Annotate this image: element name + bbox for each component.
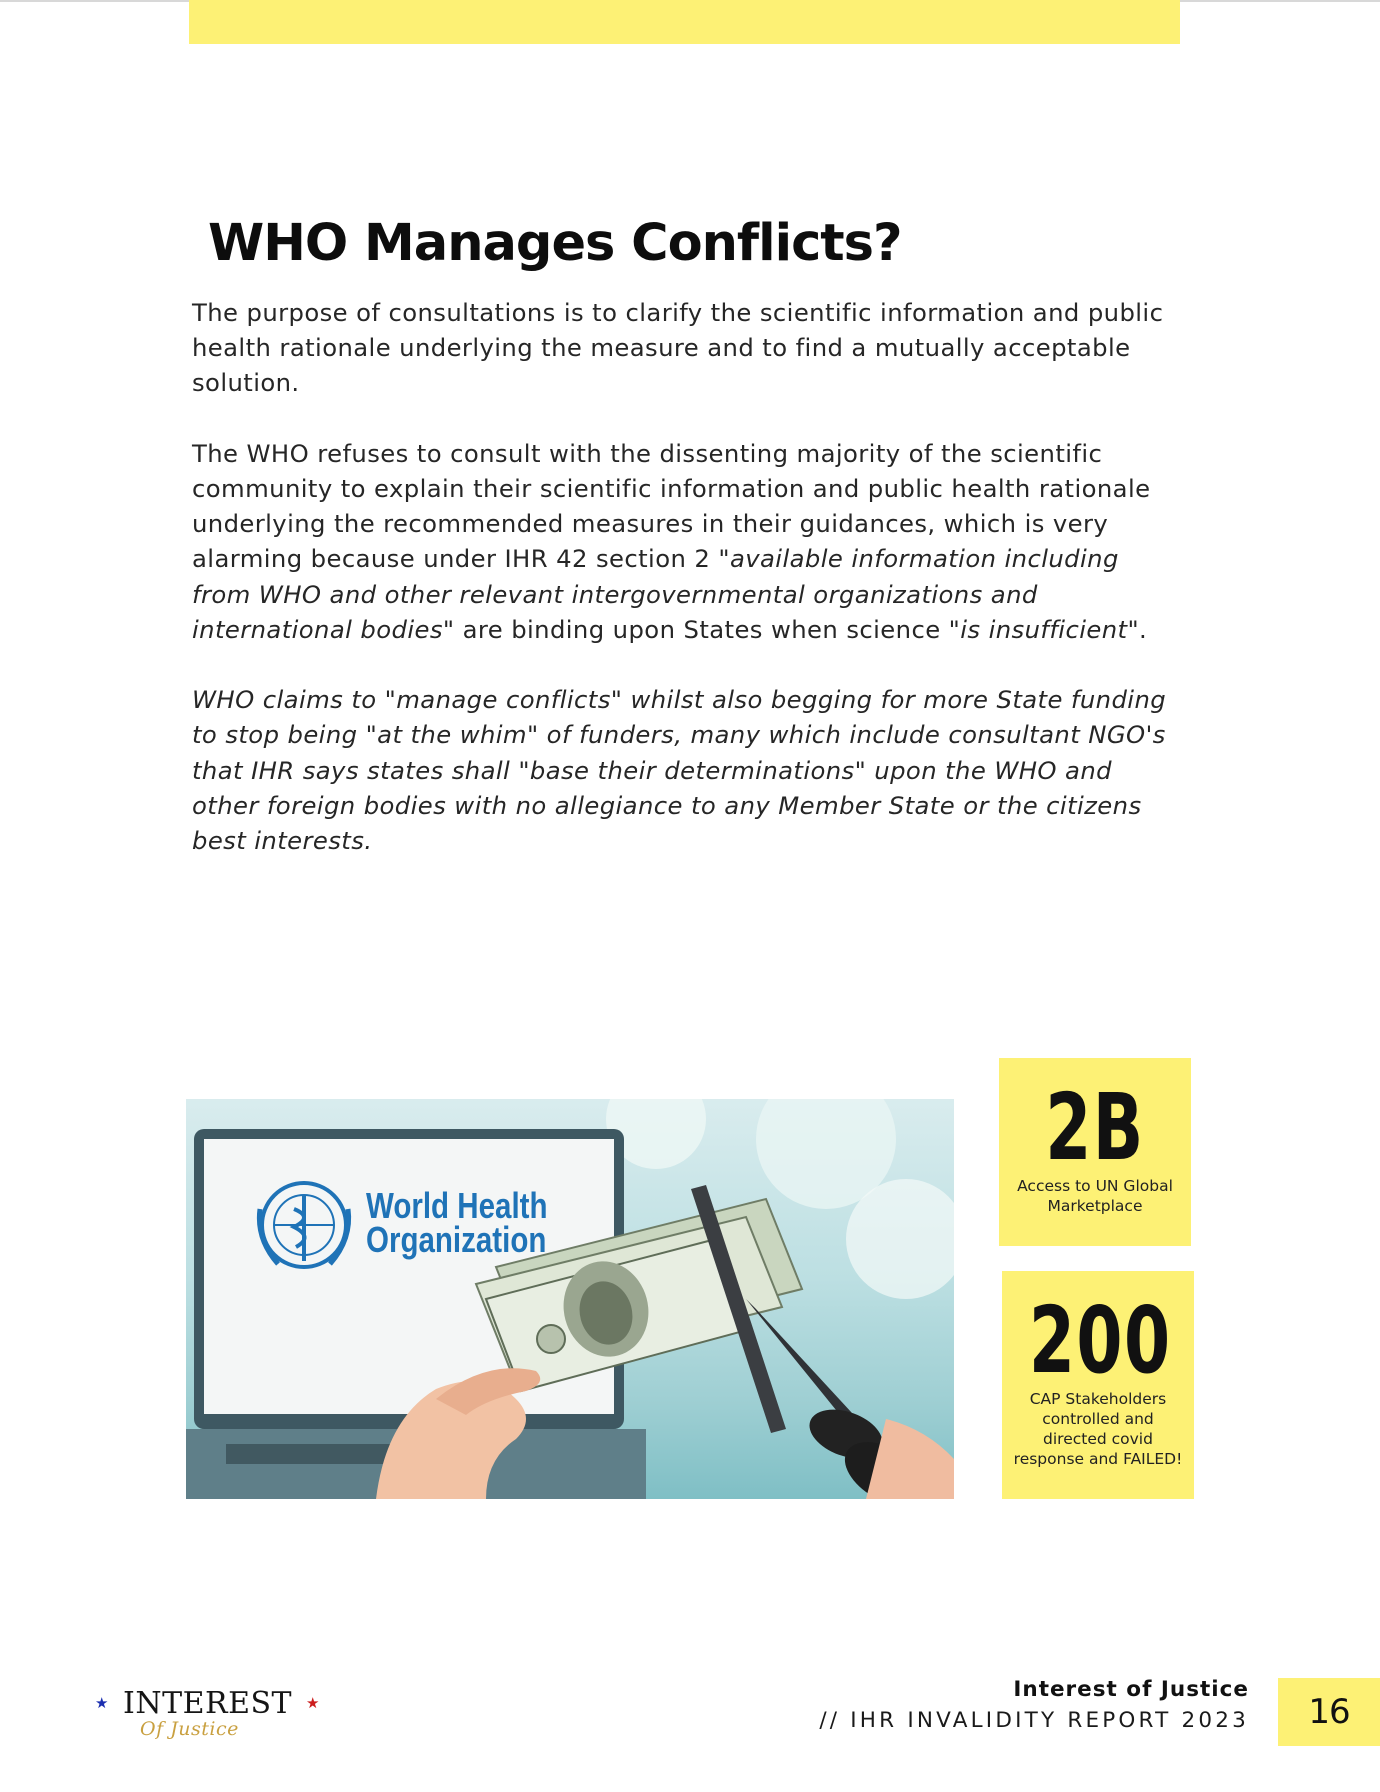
- who-funding-photo: [186, 1099, 954, 1499]
- stat-caption: Access to UN Global Marketplace: [1017, 1177, 1173, 1215]
- paragraph-text: ".: [1127, 614, 1148, 644]
- paragraph-who-refuses: [192, 436, 1182, 647]
- paragraph-text: " are binding upon States when science ": [442, 614, 961, 644]
- stat-value: 200: [1028, 1287, 1172, 1394]
- who-logo-text: [366, 1185, 548, 1260]
- header-band: [189, 0, 1180, 44]
- footer-title: Interest of Justice: [1013, 1677, 1249, 1702]
- logo-script: Of Justice: [140, 1718, 239, 1740]
- italic-paragraph: WHO claims to "manage conflicts" whilst also begging for more State funding to stop being "at the whim" of funders, many which include consultant NGO's that IHR says states shall "base their determinations" upon the WHO and other foreign bodies with no allegiance to any Member State or the citizens best interests.: [192, 685, 1167, 856]
- photo-illustration: [186, 1099, 954, 1499]
- paragraph-manage-conflicts: [192, 682, 1182, 858]
- footer-subtitle: // IHR INVALIDITY REPORT 2023: [819, 1708, 1249, 1733]
- stat-card-stakeholders: [1002, 1271, 1194, 1499]
- star-icon: ★: [306, 1694, 320, 1712]
- page-number-box: [1278, 1678, 1380, 1746]
- star-icon: ★: [95, 1694, 109, 1712]
- paragraph-text: The WHO refuses to consult with the dissenting majority of the scientific community to explain their scientific information and public health rationale underlying the recommended measures in their guidances, which is very alarming because under IHR 42 section 2 ": [192, 438, 1151, 574]
- stat-caption: CAP Stakeholders controlled and directed covid response and FAILED!: [1013, 1390, 1183, 1468]
- page-title: WHO Manages Conflicts?: [208, 214, 902, 273]
- stat-card-marketplace: [999, 1058, 1191, 1246]
- interest-of-justice-logo: [92, 1682, 332, 1742]
- quoted-text: is insufficient: [960, 614, 1128, 644]
- paragraph-consultations: The purpose of consultations is to clarify the scientific information and public health rationale underlying the measure and to find a mutually acceptable solution.: [192, 298, 1164, 398]
- article-body: [192, 295, 1182, 858]
- who-logo-line-2: Organization: [366, 1219, 547, 1260]
- page-number: 16: [1308, 1692, 1350, 1732]
- quoted-text: available information including from WHO and other relevant intergovernmental organizations and international bodies: [192, 544, 1119, 644]
- logo-wordmark: INTEREST: [123, 1686, 293, 1721]
- who-logo-line-1: World Health: [366, 1185, 548, 1226]
- stat-value: 2B: [1045, 1074, 1145, 1181]
